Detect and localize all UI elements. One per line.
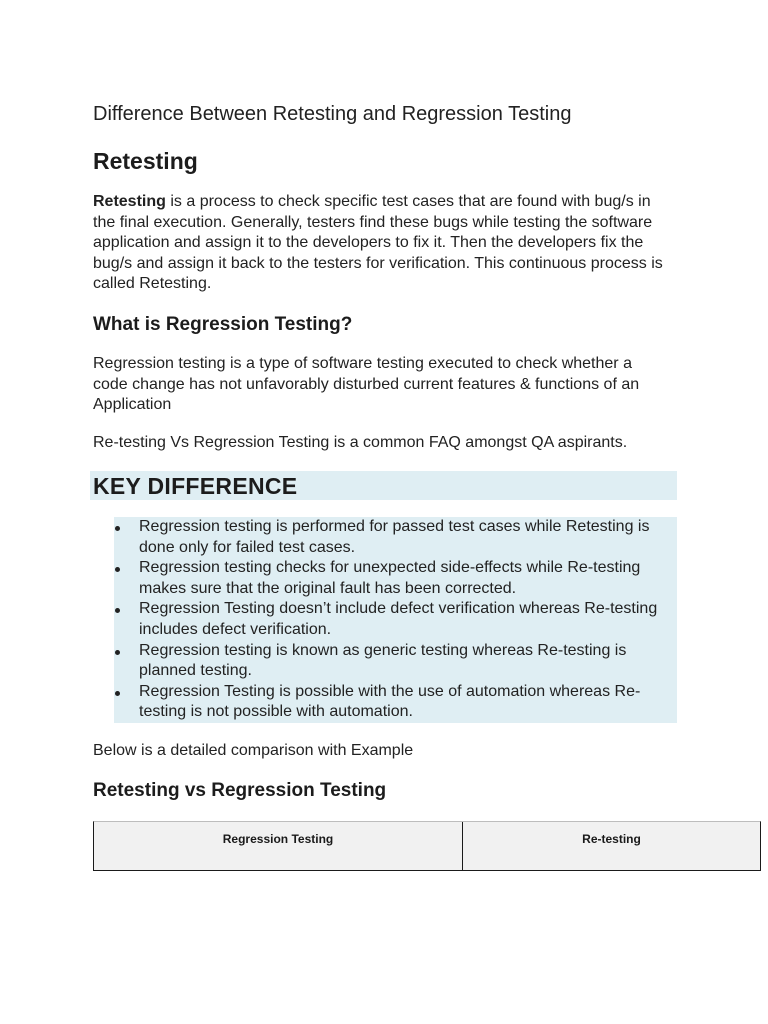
bullet-icon xyxy=(115,650,120,655)
regression-paragraph: Regression testing is a type of software testing executed to check whether a code change has not unfavorably disturbed current features & functions of an Application xyxy=(93,355,640,414)
table-header-re-testing: Re-testing xyxy=(582,832,641,846)
table-header-regression-testing: Regression Testing xyxy=(94,822,463,870)
retesting-paragraph xyxy=(93,192,677,295)
list-item-text: Regression testing checks for unexpected side-effects while Re-testing makes sure that the original fault has been corrected. xyxy=(139,559,641,597)
list-item-text: Regression testing is known as generic testing whereas Re-testing is planned testing. xyxy=(139,641,627,680)
list-item-text: Regression Testing is possible with the use of automation whereas Re-testing is not possible with automation. xyxy=(139,682,641,721)
list-item xyxy=(139,599,677,640)
retesting-paragraph-text: is a process to check specific test cases that are found with bug/s in the final execution. Generally, testers find these bugs while testing the software application and assign it to the developers to fix it. Then the developers fix the bug/s and assign it back to the testers for verification. This continuous process is called Retesting. xyxy=(93,193,663,293)
list-item xyxy=(139,517,677,558)
comparison-heading: Retesting vs Regression Testing xyxy=(93,780,387,801)
bullet-icon xyxy=(115,691,120,696)
list-item-text: Regression Testing doesn’t include defect verification whereas Re-testing includes defect verification. xyxy=(139,600,658,638)
list-item xyxy=(139,682,677,723)
list-item xyxy=(139,558,677,599)
list-item-text: Regression testing is performed for passed test cases while Retesting is done only for failed test cases. xyxy=(139,518,650,556)
faq-paragraph: Re-testing Vs Regression Testing is a common FAQ amongst QA aspirants. xyxy=(93,434,628,451)
comparison-intro: Below is a detailed comparison with Example xyxy=(93,742,414,759)
key-difference-list xyxy=(139,517,677,723)
key-difference-heading: KEY DIFFERENCE xyxy=(93,473,298,499)
document-title: Difference Between Retesting and Regression Testing xyxy=(93,103,572,125)
comparison-table xyxy=(93,821,761,871)
regression-heading: What is Regression Testing? xyxy=(93,314,353,335)
bullet-icon xyxy=(115,526,120,531)
retesting-heading: Retesting xyxy=(93,148,198,174)
list-item xyxy=(139,641,677,682)
retesting-bold-lead: Retesting xyxy=(93,193,166,210)
